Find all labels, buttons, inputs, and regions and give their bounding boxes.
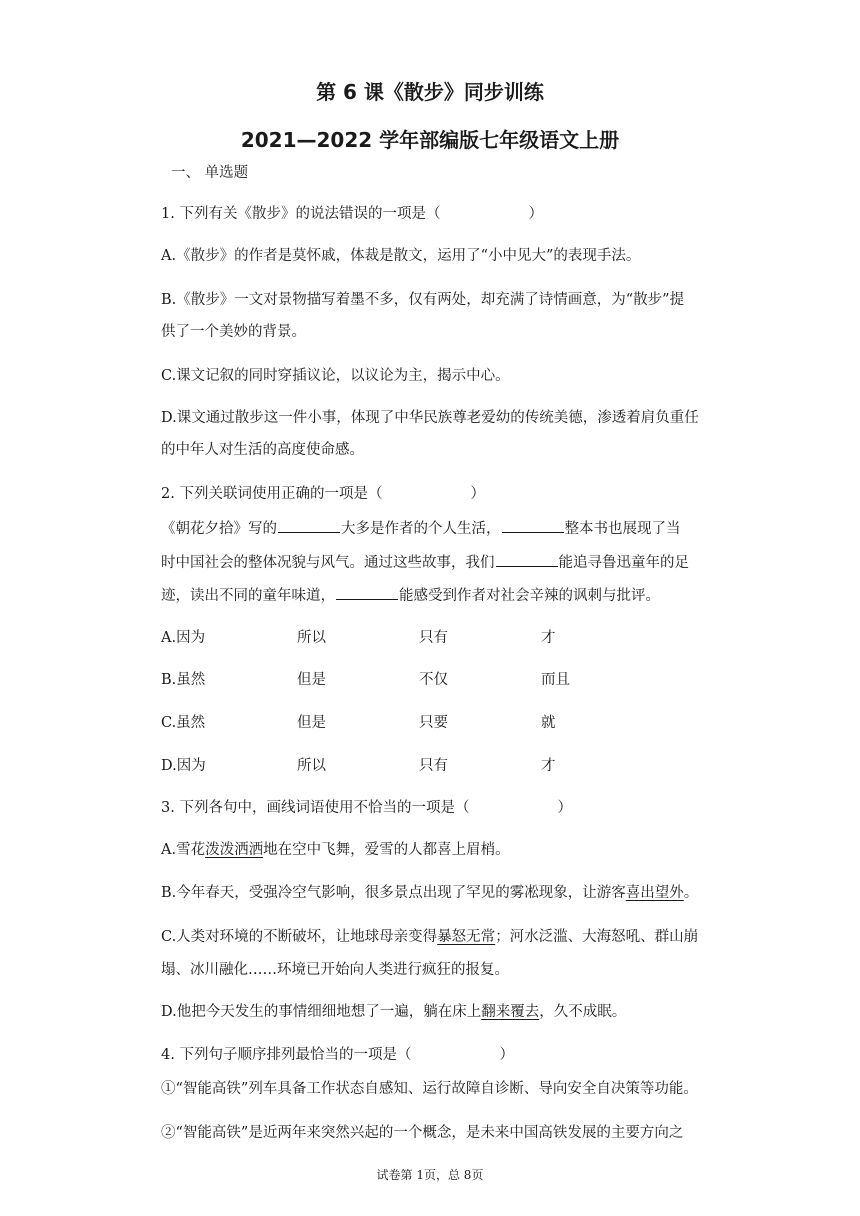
question-2-passage-line-1 — [161, 518, 681, 539]
paren-close: ） — [470, 486, 485, 502]
option-text: 。 — [683, 885, 699, 901]
passage-text: 整本书也展现了当 — [564, 521, 681, 537]
fill-blank — [502, 518, 564, 533]
question-3-option-c-cont: 塌、冰川融化……环境已开始向人类进行疯狂的报复。 — [161, 962, 509, 978]
underlined-phrase: 翻来覆去 — [481, 1004, 540, 1020]
option-cell: 才 — [541, 630, 556, 646]
passage-text: 迹，读出不同的童年味道， — [161, 588, 335, 604]
question-3-option-c — [161, 927, 698, 947]
option-cell: B.虽然 — [161, 672, 206, 688]
paren-close: ） — [499, 1047, 514, 1063]
option-cell: 只有 — [419, 630, 448, 646]
question-1-option-b: B.《散步》一文对景物描写着墨不多，仅有两处，却充满了诗情画意，为“散步”提 — [161, 292, 685, 308]
underlined-phrase: 泼泼洒洒 — [205, 842, 264, 858]
option-text: ；河水泛滥、大海怒吼、群山崩 — [495, 929, 699, 945]
page-subtitle: 2021—2022 学年部编版七年级语文上册 — [240, 128, 620, 152]
underlined-phrase: 喜出望外 — [625, 885, 684, 901]
option-cell: 而且 — [541, 672, 570, 688]
option-text: ，久不成眠。 — [539, 1004, 627, 1020]
option-cell: 所以 — [297, 630, 326, 646]
paren-close: ） — [557, 800, 572, 816]
question-4-sentence-2: ②“智能高铁”是近两年来突然兴起的一个概念，是未来中国高铁发展的主要方向之 — [161, 1125, 684, 1141]
option-cell: 只有 — [419, 758, 448, 774]
section-heading: 一、 单选题 — [171, 165, 249, 181]
question-1-stem — [161, 204, 543, 224]
question-2-stem — [161, 484, 485, 504]
question-1-text: 1. 下列有关《散步》的说法错误的一项是（ — [161, 206, 441, 222]
passage-text: 能追寻鲁迅童年的足 — [558, 555, 689, 571]
question-4-sentence-1: ①“智能高铁”列车具备工作状态自感知、运行故障自诊断、导向安全自决策等功能。 — [161, 1081, 698, 1097]
option-text: A.雪花 — [161, 842, 206, 858]
passage-text: 《朝花夕拾》写的 — [161, 521, 277, 537]
paren-close: ） — [528, 206, 543, 222]
question-1-option-a: A.《散步》的作者是莫怀戚，体裁是散文，运用了“小中见大”的表现手法。 — [161, 248, 641, 264]
question-1-option-d-cont: 的中年人对生活的高度使命感。 — [161, 442, 364, 458]
question-3-option-b — [161, 883, 698, 903]
underlined-phrase: 暴怒无常 — [437, 929, 496, 945]
fill-blank — [278, 518, 340, 533]
question-4-text: 4. 下列句子顺序排列最恰当的一项是（ — [161, 1047, 412, 1063]
question-3-option-d — [161, 1002, 626, 1022]
question-2-passage-line-2 — [161, 552, 689, 573]
option-cell: 才 — [541, 758, 556, 774]
option-cell: 但是 — [297, 715, 326, 731]
question-1-option-c: C.课文记叙的同时穿插议论，以议论为主，揭示中心。 — [161, 368, 510, 384]
option-text: D.他把今天发生的事情细细地想了一遍，躺在床上 — [161, 1004, 482, 1020]
page-footer: 试卷第 1页，总 8页 — [376, 1168, 484, 1182]
option-cell: 不仅 — [419, 672, 448, 688]
option-cell: C.虽然 — [161, 715, 206, 731]
question-3-option-a — [161, 840, 510, 860]
passage-text: 时中国社会的整体况貌与风气。通过这些故事，我们 — [161, 555, 495, 571]
question-3-stem — [161, 798, 572, 818]
option-cell: 就 — [541, 715, 556, 731]
question-2-text: 2. 下列关联词使用正确的一项是（ — [161, 486, 383, 502]
passage-text: 大多是作者的个人生活， — [341, 521, 501, 537]
option-text: C.人类对环境的不断破坏，让地球母亲变得 — [161, 929, 438, 945]
question-1-option-d: D.课文通过散步这一件小事，体现了中华民族尊老爱幼的传统美德，渗透着肩负重任 — [161, 410, 699, 426]
option-cell: 但是 — [297, 672, 326, 688]
passage-text: 能感受到作者对社会辛辣的讽刺与批评。 — [399, 588, 660, 604]
question-3-text: 3. 下列各句中，画线词语使用不恰当的一项是（ — [161, 800, 470, 816]
question-4-stem — [161, 1045, 514, 1065]
fill-blank — [336, 585, 398, 600]
option-cell: 所以 — [297, 758, 326, 774]
option-text: B.今年春天，受强冷空气影响，很多景点出现了罕见的雾凇现象，让游客 — [161, 885, 626, 901]
question-1-option-b-cont: 供了一个美妙的背景。 — [161, 324, 306, 340]
option-text: 地在空中飞舞，爱雪的人都喜上眉梢。 — [263, 842, 510, 858]
option-cell: 只要 — [419, 715, 448, 731]
fill-blank — [496, 552, 558, 567]
option-cell: D.因为 — [161, 758, 206, 774]
page-title: 第 6 课《散步》同步训练 — [316, 80, 544, 104]
question-2-passage-line-3 — [161, 585, 660, 606]
option-cell: A.因为 — [161, 630, 206, 646]
